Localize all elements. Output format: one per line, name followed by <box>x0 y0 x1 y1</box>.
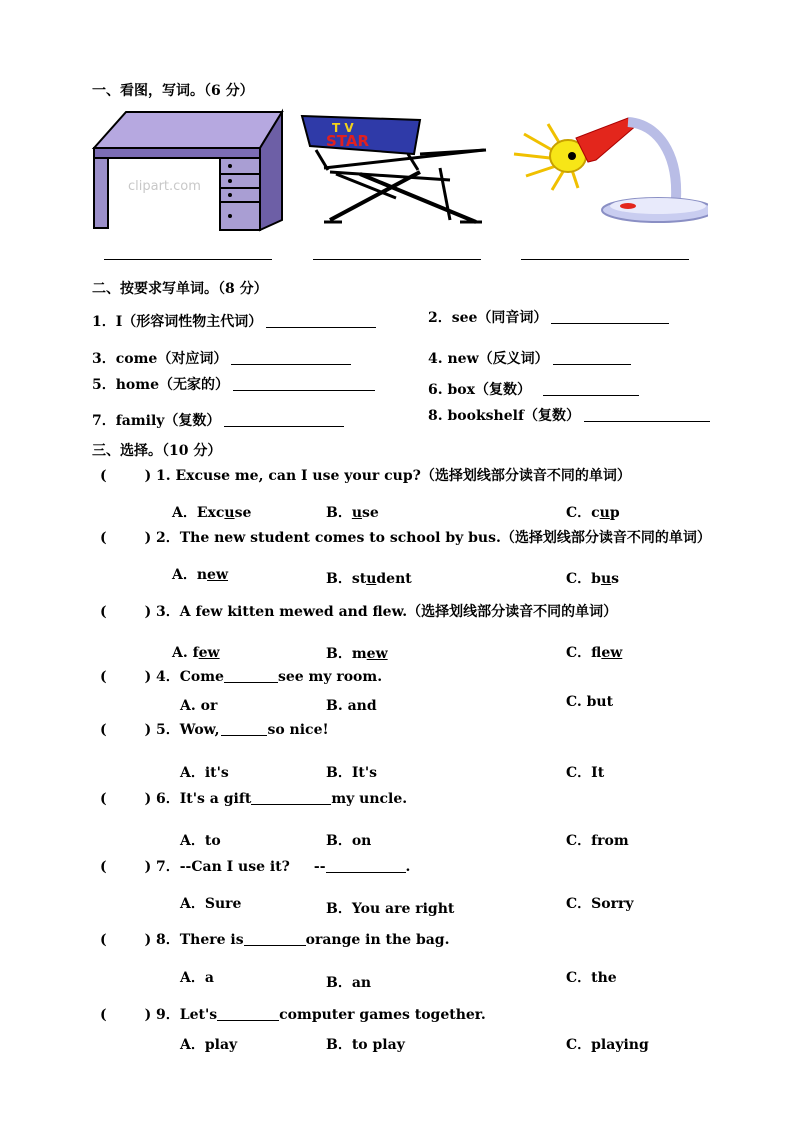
q3-prompt: 3．A few kitten mewed and flew.（选择划线部分读音不同的单词） <box>156 604 618 620</box>
answer-blank[interactable] <box>224 668 278 683</box>
answer-blank[interactable] <box>217 1006 279 1021</box>
answer-line-1[interactable] <box>104 259 272 260</box>
clipart-watermark: clipart.com <box>128 179 201 194</box>
lamp-picture <box>508 114 708 224</box>
s2-item-1: 1．I（形容词性物主代词） <box>92 313 376 331</box>
s2-item-8: 8. bookshelf（复数） <box>428 407 710 425</box>
answer-paren-3[interactable]: ( ) <box>100 604 152 620</box>
s2-item-4: 4. new（反义词） <box>428 350 631 368</box>
q9-option-c[interactable]: C．playing <box>566 1037 649 1053</box>
answer-paren-2[interactable]: ( ) <box>100 530 152 546</box>
chair-text-tv: T V <box>332 121 354 135</box>
q7-option-a[interactable]: A．Sure <box>180 896 242 912</box>
answer-blank[interactable] <box>221 721 267 736</box>
q9-prompt: 9．Let's computer games together. <box>156 1007 486 1023</box>
s2-item-6: 6. box（复数） <box>428 381 639 399</box>
q1-option-b[interactable]: B．use <box>326 505 379 521</box>
section-2-heading: 二、按要求写单词。（8 分） <box>92 281 268 297</box>
q6-prompt: 6．It's a gift my uncle. <box>156 791 408 807</box>
answer-blank[interactable] <box>231 350 351 365</box>
q5-prompt: 5．Wow, so nice! <box>156 722 329 738</box>
q1-prompt: 1. Excuse me, can I use your cup?（选择划线部分读音不同的单词） <box>156 468 631 484</box>
answer-paren-4[interactable]: ( ) <box>100 669 152 685</box>
q2-option-a[interactable]: A．new <box>172 567 229 583</box>
directors-chair-picture <box>300 110 492 228</box>
q8-prompt: 8．There is orange in the bag. <box>156 932 450 948</box>
s2-item-5: 5．home（无家的） <box>92 376 375 394</box>
q7-option-c[interactable]: C．Sorry <box>566 896 634 912</box>
q6-option-a[interactable]: A．to <box>180 833 221 849</box>
q8-option-b[interactable]: B．an <box>326 975 372 991</box>
answer-blank[interactable] <box>244 931 306 946</box>
answer-blank[interactable] <box>251 790 331 805</box>
s2-item-2: 2．see（同音词） <box>428 309 669 327</box>
answer-paren-6[interactable]: ( ) <box>100 791 152 807</box>
chair-text-star: STAR <box>326 132 370 150</box>
q6-option-b[interactable]: B．on <box>326 833 372 849</box>
q3-option-a[interactable]: A. few <box>172 645 220 661</box>
answer-paren-9[interactable]: ( ) <box>100 1007 152 1023</box>
answer-paren-5[interactable]: ( ) <box>100 722 152 738</box>
answer-line-3[interactable] <box>521 259 689 260</box>
answer-blank[interactable] <box>543 381 639 396</box>
q4-option-c[interactable]: C. but <box>566 694 614 710</box>
q9-option-b[interactable]: B．to play <box>326 1037 405 1053</box>
answer-blank[interactable] <box>553 350 631 365</box>
q4-prompt: 4．Come see my room. <box>156 669 383 685</box>
q1-option-a[interactable]: A．Excuse <box>172 505 252 521</box>
answer-line-2[interactable] <box>313 259 481 260</box>
q8-option-a[interactable]: A．a <box>180 970 214 986</box>
q7-prompt: 7．--Can I use it? -- . <box>156 859 411 875</box>
section-3-heading: 三、选择。（10 分） <box>92 443 222 459</box>
answer-blank[interactable] <box>266 313 376 328</box>
q3-option-b[interactable]: B．mew <box>326 646 388 662</box>
q5-option-a[interactable]: A．it's <box>180 765 229 781</box>
answer-blank[interactable] <box>326 858 406 873</box>
q2-prompt: 2．The new student comes to school by bus.（选择划线部分读音不同的单词） <box>156 530 711 546</box>
answer-paren-7[interactable]: ( ) <box>100 859 152 875</box>
section-1-heading: 一、看图，写词。（6 分） <box>92 83 254 99</box>
q7-option-b[interactable]: B．You are right <box>326 901 455 917</box>
q4-option-b[interactable]: B. and <box>326 698 377 714</box>
q6-option-c[interactable]: C．from <box>566 833 629 849</box>
s2-item-7: 7．family（复数） <box>92 412 344 430</box>
answer-blank[interactable] <box>233 376 375 391</box>
q5-option-b[interactable]: B．It's <box>326 765 378 781</box>
answer-blank[interactable] <box>551 309 669 324</box>
desk-picture <box>90 108 285 232</box>
answer-paren-8[interactable]: ( ) <box>100 932 152 948</box>
answer-blank[interactable] <box>224 412 344 427</box>
q4-option-a[interactable]: A. or <box>180 698 218 714</box>
answer-paren-1[interactable]: ( ) <box>100 468 152 484</box>
q3-option-c[interactable]: C．flew <box>566 645 623 661</box>
answer-blank[interactable] <box>584 407 710 422</box>
q9-option-a[interactable]: A．play <box>180 1037 238 1053</box>
q2-option-c[interactable]: C．bus <box>566 571 620 587</box>
q5-option-c[interactable]: C．It <box>566 765 605 781</box>
s2-item-3: 3．come（对应词） <box>92 350 351 368</box>
q2-option-b[interactable]: B．student <box>326 571 412 587</box>
q1-option-c[interactable]: C．cup <box>566 505 620 521</box>
q8-option-c[interactable]: C．the <box>566 970 617 986</box>
